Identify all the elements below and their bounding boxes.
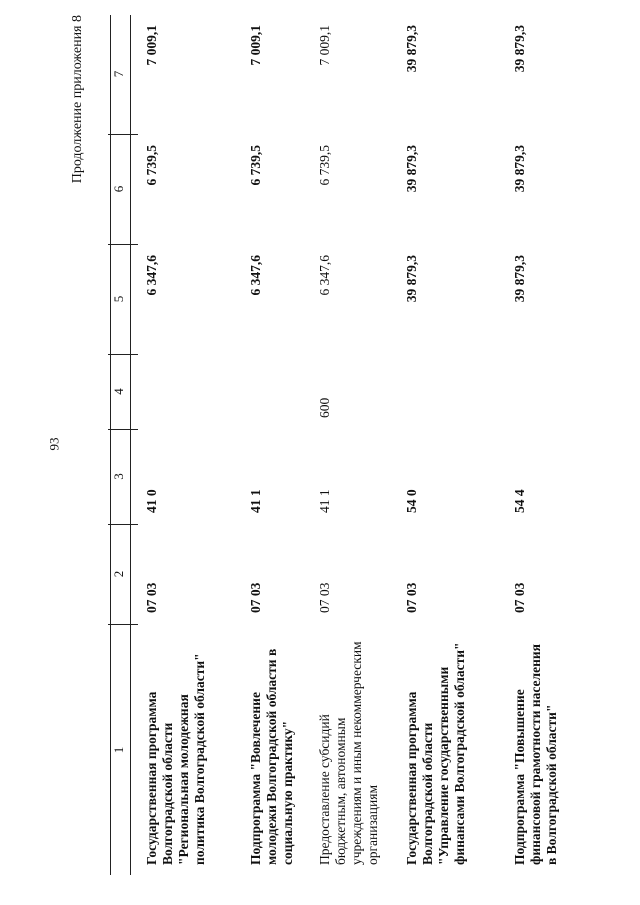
table-header xyxy=(100,15,130,875)
page-number: 93 xyxy=(46,437,62,451)
row-cell-c5: 6 347,6 xyxy=(144,255,159,296)
row-cell-c5: 6 347,6 xyxy=(317,255,332,296)
row-cell-c6: 6 739,5 xyxy=(144,145,159,186)
row-cell-c3: 41 0 xyxy=(144,489,159,513)
row-cell-c2: 07 03 xyxy=(144,582,159,613)
row-cell-c6: 6 739,5 xyxy=(317,145,332,186)
row-cell-c7: 39 879,3 xyxy=(512,25,527,73)
header-col-5: 5 xyxy=(108,244,138,355)
header-col-6: 6 xyxy=(108,134,138,245)
row-cell-c6: 6 739,5 xyxy=(248,145,263,186)
row-cell-c3: 54 0 xyxy=(404,489,419,513)
row-cell-c2: 07 03 xyxy=(512,582,527,613)
row-cell-c2: 07 03 xyxy=(317,582,332,613)
row-cell-c5: 6 347,6 xyxy=(248,255,263,296)
header-bottom-border xyxy=(130,15,131,875)
row-cell-c6: 39 879,3 xyxy=(404,145,419,193)
header-col-1: 1 xyxy=(111,746,126,754)
row-cell-c7: 7 009,1 xyxy=(144,25,159,66)
row-cell-c2: 07 03 xyxy=(248,582,263,613)
row-cell-c3: 54 4 xyxy=(512,489,527,513)
header-col-7: 7 xyxy=(108,14,138,135)
header-col-4: 4 xyxy=(108,354,138,430)
row-cell-c7: 7 009,1 xyxy=(317,25,332,66)
row-name: Подпрограмма "Вовлечение молодежи Волгоградской области в социальную практику" xyxy=(248,648,295,865)
row-cell-c5: 39 879,3 xyxy=(512,255,527,303)
row-cell-c5: 39 879,3 xyxy=(404,255,419,303)
row-cell-c6: 39 879,3 xyxy=(512,145,527,193)
row-cell-c7: 39 879,3 xyxy=(404,25,419,73)
row-cell-c3: 41 1 xyxy=(248,489,263,513)
row-cell-c7: 7 009,1 xyxy=(248,25,263,66)
header-col-2: 2 xyxy=(108,524,138,625)
row-cell-c3: 41 1 xyxy=(317,489,332,513)
row-name: Предоставление субсидий бюджетным, автономным учреждениям и иным некоммерческим организациям xyxy=(317,641,380,865)
row-cell-c4: 600 xyxy=(317,397,332,418)
budget-table-page xyxy=(70,15,570,875)
row-name: Государственная программа Волгоградской области "Региональная молодежная политика Волгоградской области" xyxy=(144,653,207,865)
row-cell-c2: 07 03 xyxy=(404,582,419,613)
row-name: Подпрограмма "Повышение финансовой грамотности населения в Волгоградской области" xyxy=(512,644,559,865)
header-col-3: 3 xyxy=(108,429,138,525)
continuation-label: Продолжение приложения 8 xyxy=(70,15,85,184)
row-name: Государственная программа Волгоградской области "Управление государственными финансами Волгоградской области" xyxy=(404,642,467,865)
